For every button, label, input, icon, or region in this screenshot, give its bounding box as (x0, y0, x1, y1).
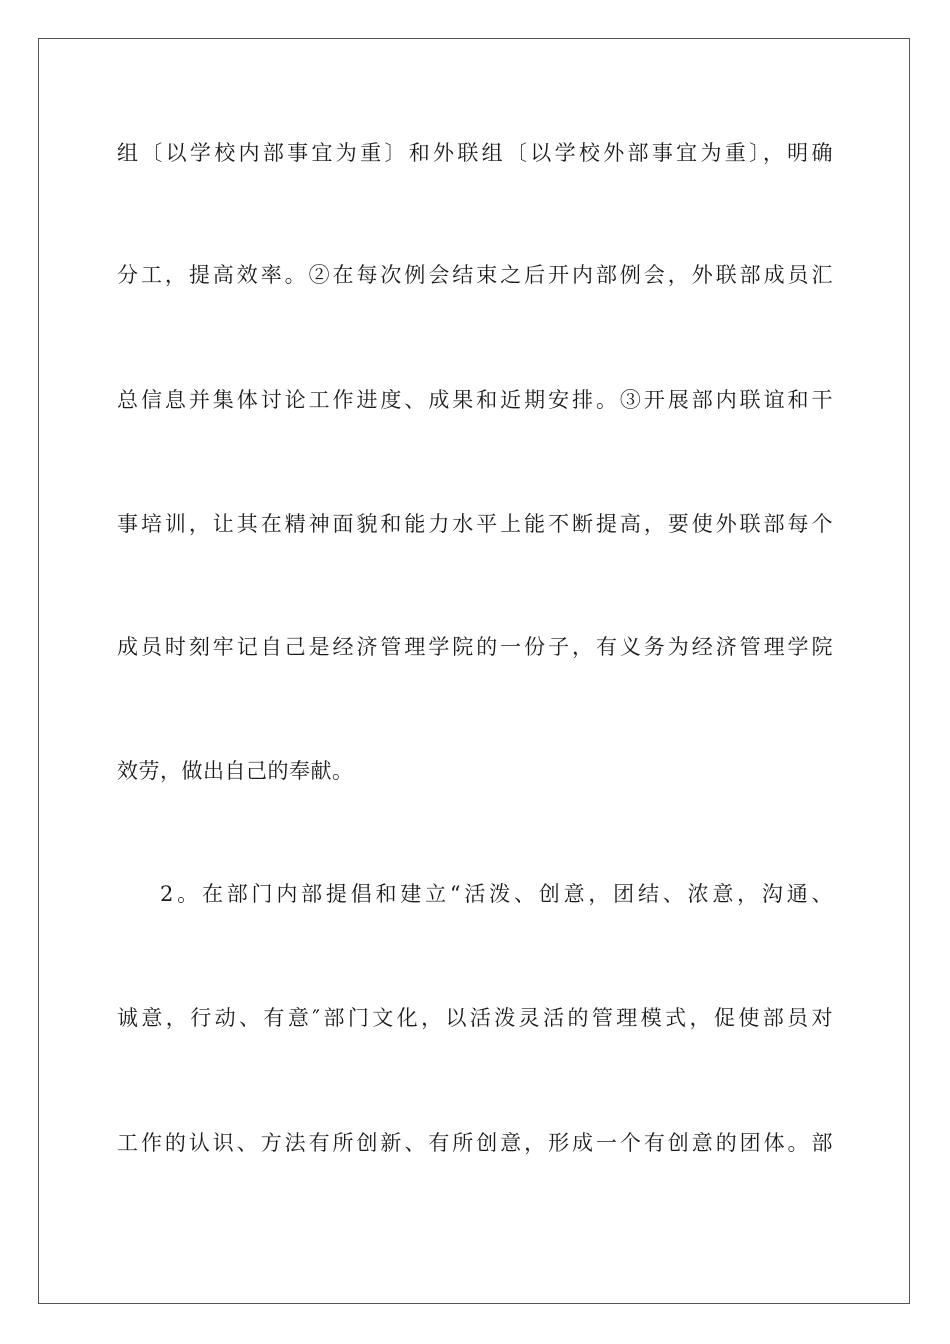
text-line-3: 总信息并集体讨论工作进度、成果和近期安排。③开展部内联谊和干 (117, 388, 833, 412)
page-border (38, 38, 910, 1304)
text-line-4: 事培训，让其在精神面貌和能力水平上能不断提高，要使外联部每个 (117, 512, 833, 536)
text-line-5: 成员时刻牢记自己是经济管理学院的一份子，有义务为经济管理学院 (117, 635, 833, 659)
text-line-6: 效劳，做出自己的奉献。 (117, 759, 354, 783)
text-line-7: 2。在部门内部提倡和建立“活泼、创意，团结、浓意，沟通、 (160, 882, 833, 906)
text-line-1: 组〔以学校内部事宜为重〕和外联组〔以学校外部事宜为重〕，明确 (117, 141, 833, 165)
text-line-9: 工作的认识、方法有所创新、有所创意，形成一个有创意的团体。部 (117, 1131, 833, 1155)
text-line-8: 诚意，行动、有意″部门文化，以活泼灵活的管理模式，促使部员对 (117, 1006, 833, 1030)
text-line-2: 分工，提高效率。②在每次例会结束之后开内部例会，外联部成员汇 (117, 263, 833, 287)
